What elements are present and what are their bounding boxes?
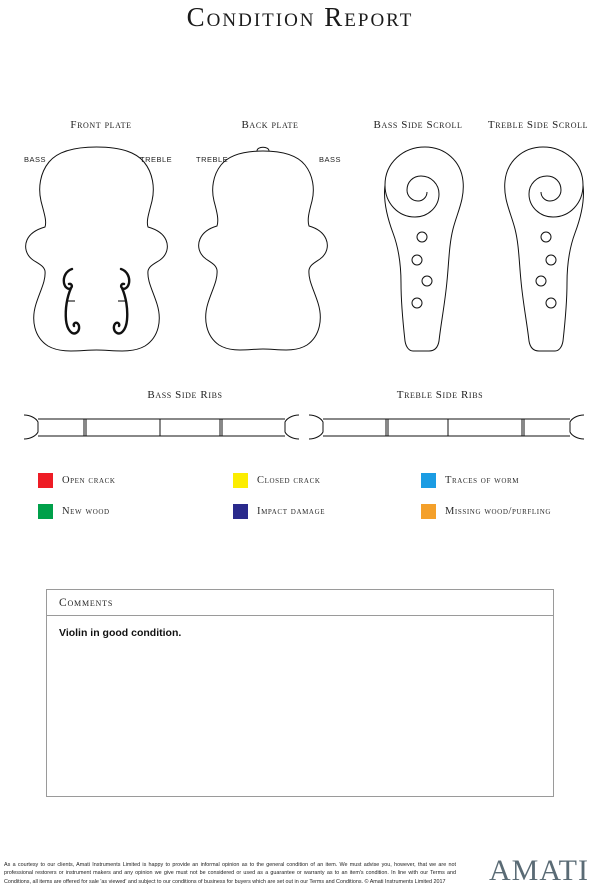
legend-label: Traces of worm [445, 475, 520, 486]
damage-legend [0, 473, 600, 519]
back-plate-bass-tag: BASS [319, 155, 342, 164]
back-plate-treble-tag: TREBLE [196, 155, 229, 164]
bass-side-scroll-label: Bass Side Scroll [373, 119, 463, 131]
page-footer [0, 856, 600, 886]
new-wood-swatch [38, 504, 53, 519]
missing-wood-swatch [421, 504, 436, 519]
closed-crack-swatch [233, 473, 248, 488]
comments-text[interactable]: Violin in good condition. [59, 627, 182, 639]
legend-label: Missing wood/purfling [445, 506, 552, 517]
page-title: Condition Report [186, 2, 414, 32]
front-plate-diagram [14, 141, 179, 356]
legend-item-open-crack [38, 473, 233, 488]
legend-item-impact-damage [233, 504, 421, 519]
ribs-diagrams [0, 365, 600, 435]
bass-side-scroll-diagram [373, 141, 478, 356]
impact-damage-swatch [233, 504, 248, 519]
legend-item-new-wood [38, 504, 233, 519]
comments-heading: Comments [47, 590, 553, 616]
back-plate-label: Back plate [241, 119, 299, 131]
treble-side-ribs-drawing [305, 409, 588, 443]
bass-side-ribs-label: Bass Side Ribs [147, 389, 223, 401]
legend-row-2 [38, 504, 562, 519]
amati-logo: AMATI [489, 856, 589, 886]
legend-row-1 [38, 473, 562, 488]
footer-disclaimer: As a courtesy to our clients, Amati Instruments Limited is happy to provide an informal opinion as to the general condition of an item. We must advise you, however, that we are not professional restorers or instrument makers and any opinion we give must not be considered or used as a guarantee or warranty as to an item's condition. In line with our Terms and Conditions, all items are offered for sale 'as viewed' and subject to our conditions of business for buyers which are set out in our Terms and Conditions. © Amati Instruments Limited 2017 [4, 861, 456, 885]
legend-label: Open crack [62, 475, 116, 486]
front-plate-label: Front plate [70, 119, 132, 131]
front-plate-treble-tag: TREBLE [140, 155, 173, 164]
legend-label: Impact damage [257, 506, 326, 517]
instrument-diagrams [0, 59, 600, 359]
treble-side-ribs-label: Treble Side Ribs [396, 389, 484, 401]
legend-item-closed-crack [233, 473, 421, 488]
bass-side-ribs-drawing [20, 409, 303, 443]
back-plate-diagram [187, 141, 342, 356]
legend-item-missing-wood [421, 504, 551, 519]
front-plate-bass-tag: BASS [24, 155, 47, 164]
legend-label: Closed crack [257, 475, 321, 486]
traces-of-worm-swatch [421, 473, 436, 488]
treble-side-scroll-diagram [490, 141, 595, 356]
treble-side-scroll-label: Treble Side Scroll [487, 119, 589, 131]
open-crack-swatch [38, 473, 53, 488]
legend-item-traces-of-worm [421, 473, 519, 488]
comments-box [46, 589, 554, 797]
legend-label: New wood [62, 506, 110, 517]
